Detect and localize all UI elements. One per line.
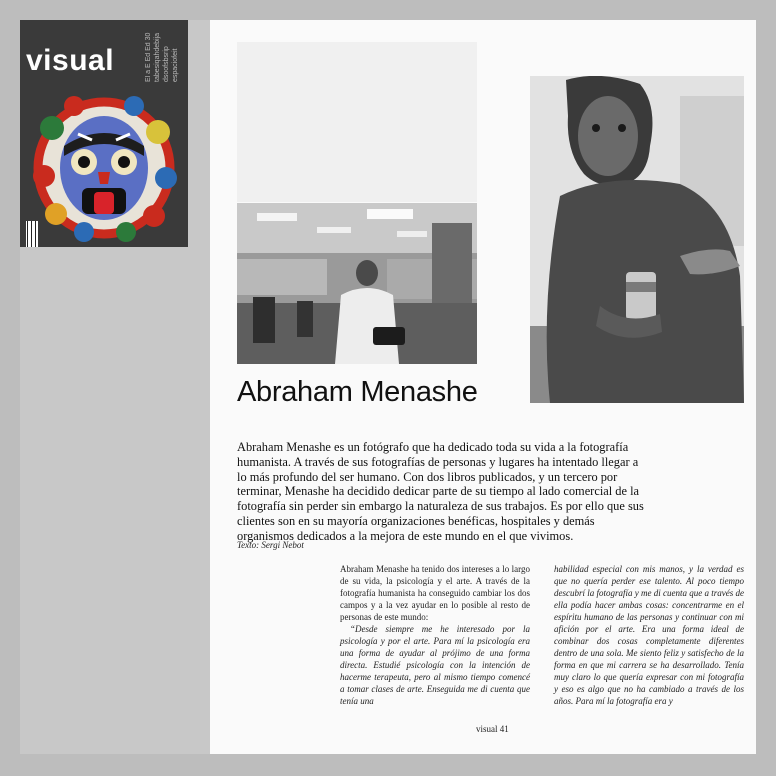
quote-paragraph: “Desde siempre me he interesado por la psicología y por el arte. Para mí la psicología era una forma de ayudar al prójimo de una forma directa. Estudié psicología con la intención de hacerme terapeuta, pero al mismo tiempo comencé a tomar clases de arte. Enseguida me di cuenta que tenía una	[340, 624, 530, 706]
blank-area	[237, 42, 477, 202]
office-portrait-photo[interactable]	[237, 203, 477, 364]
cover-logo: visual	[26, 44, 115, 77]
quote-paragraph-continued: habilidad especial con mis manos, y la verdad es que no quería perder ese talento. Al poco tiempo descubrí la fotografía y me di cuenta que a través de ella podía hacer ambas cosas: concentrarme en el espíritu humano de las personas y continuar con mi afición por el arte. Era una forma ideal de combinar dos cosas completamente diferentes dentro de una sola. Me siento feliz y satisfecho de la forma en que mi carrera se ha desarrollado. Tenía muy claro lo que quería expresar con mi fotografía y eso es algo que no ha cambiado a través de los años. Para mí la fotografía era y	[554, 564, 744, 706]
cover-side-text: El a E Ed Ed 30 tabesiqahdebija dsoofsbsrip espaciofeit	[145, 32, 179, 82]
article-intro: Abraham Menashe es un fotógrafo que ha dedicado toda su vida a la fotografía humanista. A través de sus fotografías de personas y lugares ha intentado llegar a lo más profundo del ser humano. Con dos libros publicados, y un tercero por terminar, Menashe ha decidido dedicar parte de su tiempo al lado comercial de la fotografía sin perder sin embargo la naturaleza de sus trabajos. Es por ello que sus clientes son en su mayoría organizaciones benéficas, hospitales y demás organismos dedicados a la mejora de este mundo en el que vivimos.	[237, 440, 644, 543]
page-number: visual 41	[476, 724, 509, 734]
article-title: Abraham Menashe	[237, 376, 478, 408]
body-paragraph: Abraham Menashe ha tenido dos intereses a lo largo de su vida, la psicología y el arte. A través de la fotografía humanista ha conseguido cambiar los dos campos y a la vez ayudar en lo posible al resto de personas de este mundo:	[340, 564, 530, 622]
magazine-cover[interactable]	[20, 20, 188, 247]
body-column-2	[554, 563, 744, 707]
article-byline: Texto: Sergi Nebot	[237, 540, 304, 550]
barcode-icon	[26, 221, 38, 247]
body-column-1	[340, 563, 530, 707]
man-with-can-photo[interactable]	[530, 76, 744, 403]
